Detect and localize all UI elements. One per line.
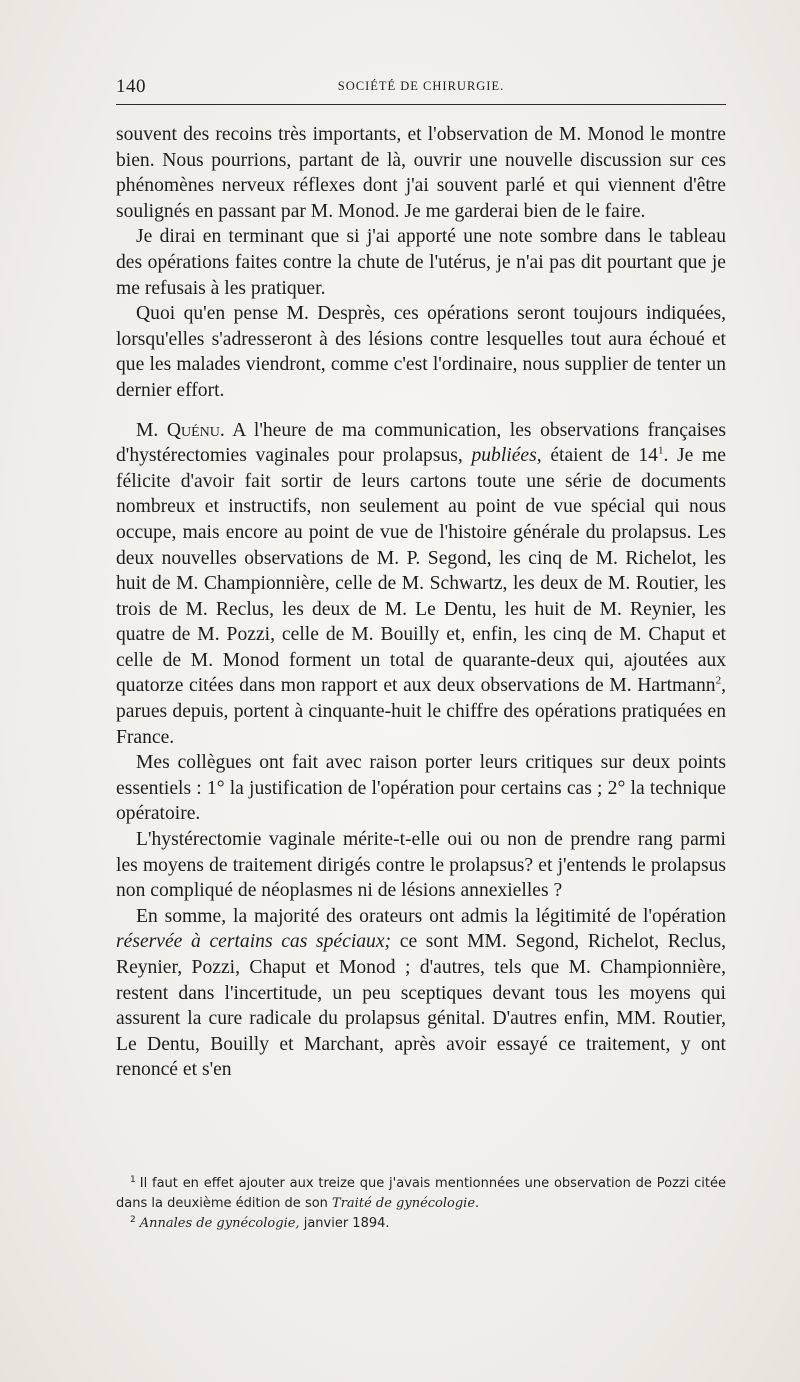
paragraph-7 — [116, 904, 726, 1083]
paragraph-quenu — [116, 418, 726, 751]
paragraph-7-part-b: ce sont MM. Segond, Richelot, Reclus, Reynier, Pozzi, Chaput et Monod ; d'autres, tels que M. Championnière, restent dans l'incertitude, un peu sceptiques devant tous les moyens qui assurent la cure radicale du prolapsus génital. D'autres enfin, MM. Routier, Le Dentu, Bouilly et Marchant, après avoir essayé ce traitement, y ont renoncé et s'en — [116, 931, 726, 1081]
paragraph-1: souvent des recoins très importants, et l'observation de M. Monod le montre bien. Nous pourrions, partant de là, ouvrir une nouvelle discussion sur ces phénomènes nerveux réflexes dont j'ai souvent parlé et qui viennent d'être soulignés en passant par M. Monod. Je me garderai bien de le faire. — [116, 124, 726, 222]
footnote-1-mark: 1 — [130, 1174, 136, 1185]
paragraph-quenu-part-d: , parues depuis, portent à cinquante-huit le chiffre des opérations pratiquées en France. — [116, 675, 726, 748]
emphasis-reservee: réservée à certains cas spéciaux; — [116, 931, 392, 953]
footnote-2-title: Annales de gynécologie, — [139, 1216, 300, 1231]
page-number: 140 — [116, 76, 146, 97]
emphasis-publiees: publiées, — [471, 445, 542, 467]
paragraph-quenu-part-b: étaient de 14 — [550, 445, 658, 467]
footnote-1 — [116, 1174, 726, 1214]
footnote-ref-2: 2 — [715, 674, 722, 687]
paragraph-quenu-part-a: A l'heure de ma communication, les observations françaises d'hystérectomies vaginales pour prolapsus, — [116, 419, 726, 467]
paragraph-6: L'hystérectomie vaginale mérite-t-elle oui ou non de prendre rang parmi les moyens de traitement dirigés contre le prolapsus? et j'entends le prolapsus non compliqué de néoplasmes ni de lésions annexielles ? — [116, 829, 726, 902]
footnote-1-text: Il faut en effet ajouter aux treize que j'avais mentionnées une observation de Pozzi citée dans la deuxième édition de son — [116, 1176, 726, 1211]
header-rule — [116, 104, 726, 105]
paragraph-3: Quoi qu'en pense M. Desprès, ces opérations seront toujours indiquées, lorsqu'elles s'adresseront à des lésions contre lesquelles tout aura échoué et que les malades viendront, comme c'est l'ordinaire, nous supplier de tenter un dernier effort. — [116, 303, 726, 401]
footnote-ref-1: 1 — [657, 444, 664, 457]
footnote-1-title: Traité de gynécologie. — [332, 1196, 480, 1211]
page-header — [116, 70, 726, 100]
running-head: SOCIÉTÉ DE CHIRURGIE. — [337, 79, 505, 93]
paragraph-5: Mes collègues ont fait avec raison porter leurs critiques sur deux points essentiels : 1° la justification de l'opération pour certains cas ; 2° la technique opératoire. — [116, 752, 726, 825]
paragraph-quenu-part-c: . Je me félicite d'avoir fait sortir de leurs cartons toute une série de documents nombreux et instructifs, non seulement au point de vue spécial qui nous occupe, mais encore au point de vue de l'histoire générale du prolapsus. Les deux nouvelles observations de M. P. Segond, les cinq de M. Richelot, les huit de M. Championnière, celle de M. Schwartz, les deux de M. Routier, les trois de M. Reclus, les deux de M. Le Dentu, les huit de M. Reynier, les quatre de M. Pozzi, celle de M. Bouilly et, enfin, les cinq de M. Chaput et celle de M. Monod forment un total de quarante-deux qui, ajoutées aux quatorze citées dans mon rapport et aux deux observations de M. Hartmann — [116, 445, 726, 697]
speaker-name: M. Quénu. — [136, 419, 225, 441]
footnote-2-date: janvier 1894. — [303, 1216, 390, 1231]
footnote-2-mark: 2 — [130, 1214, 136, 1225]
paragraph-2: Je dirai en terminant que si j'ai apporté une note sombre dans le tableau des opérations faites contre la chute de l'utérus, je n'ai pas dit pourtant que je me refusais à les pratiquer. — [116, 226, 726, 299]
body-text — [116, 122, 726, 1083]
footnote-2 — [116, 1214, 726, 1234]
paragraph-7-part-a: En somme, la majorité des orateurs ont admis la légitimité de l'opération — [136, 905, 726, 927]
footnotes — [116, 1174, 726, 1234]
